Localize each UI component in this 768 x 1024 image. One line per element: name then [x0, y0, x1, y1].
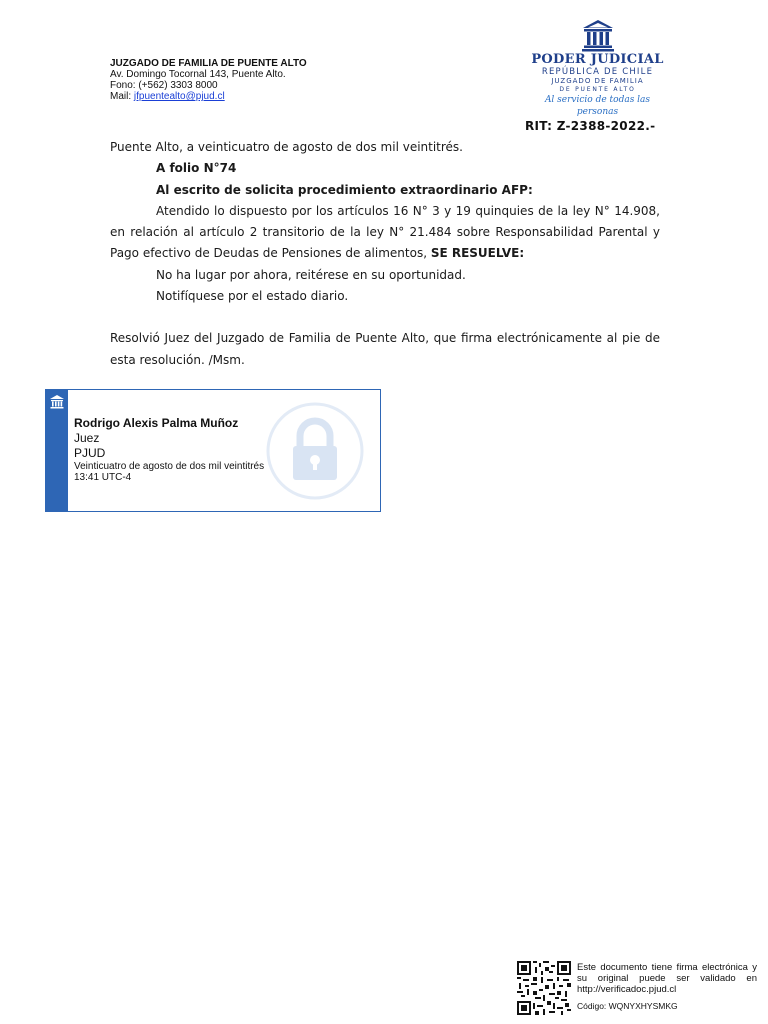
- resolution-body: [110, 137, 660, 371]
- verification-code: Código: WQNYXHYSMKG: [577, 1001, 678, 1011]
- qr-code-icon: [517, 961, 571, 1015]
- logo-court-line1: JUZGADO DE FAMILIA: [551, 77, 644, 85]
- verification-notice: Este documento tiene firma electrónica y su original puede ser validado en http://verificadoc.pjud.cl: [577, 962, 757, 995]
- court-phone: Fono: (+562) 3303 8000: [110, 80, 218, 91]
- court-address: Av. Domingo Tocornal 143, Puente Alto.: [110, 69, 286, 80]
- courthouse-icon: [49, 394, 65, 410]
- paragraph-gap: [110, 307, 660, 328]
- courthouse-icon: [580, 18, 616, 52]
- atendido-paragraph: [110, 201, 660, 265]
- electronic-signature-box: [45, 389, 381, 512]
- atendido-text: Atendido lo dispuesto por los artículos 16 N° 3 y 19 quinquies de la ley N° 14.908, en relación al artículo 2 transitorio de la ley N° 21.484 sobre Responsabilidad Parental y Pago efectivo de Deudas de Pensiones de alimentos,: [110, 203, 660, 261]
- folio-line: A folio N°74: [156, 161, 237, 176]
- rit-number: RIT: Z-2388-2022.-: [525, 119, 656, 133]
- logo-court-line2: DE PUENTE ALTO: [559, 86, 636, 93]
- signer-org: PJUD: [74, 446, 106, 460]
- escrito-line: Al escrito de solicita procedimiento extraordinario AFP:: [156, 182, 533, 197]
- poder-judicial-logo: [525, 18, 670, 118]
- court-mail-line: [110, 91, 410, 102]
- court-name: JUZGADO DE FAMILIA DE PUENTE ALTO: [110, 58, 307, 69]
- se-resuelve: SE RESUELVE:: [430, 246, 525, 261]
- signer-role: Juez: [74, 431, 100, 445]
- signer-name: Rodrigo Alexis Palma Muñoz: [74, 416, 239, 430]
- logo-title: PODER JUDICIAL: [531, 52, 664, 67]
- lock-watermark-icon: [266, 402, 364, 500]
- logo-motto: Al servicio de todas las personas: [544, 95, 651, 117]
- court-mail-link[interactable]: jfpuentealto@pjud.cl: [133, 91, 225, 102]
- mail-label: Mail:: [110, 91, 134, 102]
- logo-subtitle: REPÚBLICA DE CHILE: [541, 67, 654, 77]
- date-line: Puente Alto, a veinticuatro de agosto de dos mil veintitrés.: [110, 140, 463, 154]
- signature-side-bar: [46, 390, 68, 511]
- court-header: [110, 58, 410, 102]
- signature-date: Veinticuatro de agosto de dos mil veintitrés: [74, 461, 265, 472]
- no-ha-lugar-line: No ha lugar por ahora, reitérese en su oportunidad.: [156, 267, 466, 282]
- resolvio-paragraph: Resolvió Juez del Juzgado de Familia de Puente Alto, que firma electrónicamente al pie de esta resolución. /Msm.: [110, 331, 660, 367]
- notifiquese-line: Notifíquese por el estado diario.: [156, 289, 349, 304]
- signature-time: 13:41 UTC-4: [74, 472, 132, 483]
- signature-details: [74, 416, 264, 483]
